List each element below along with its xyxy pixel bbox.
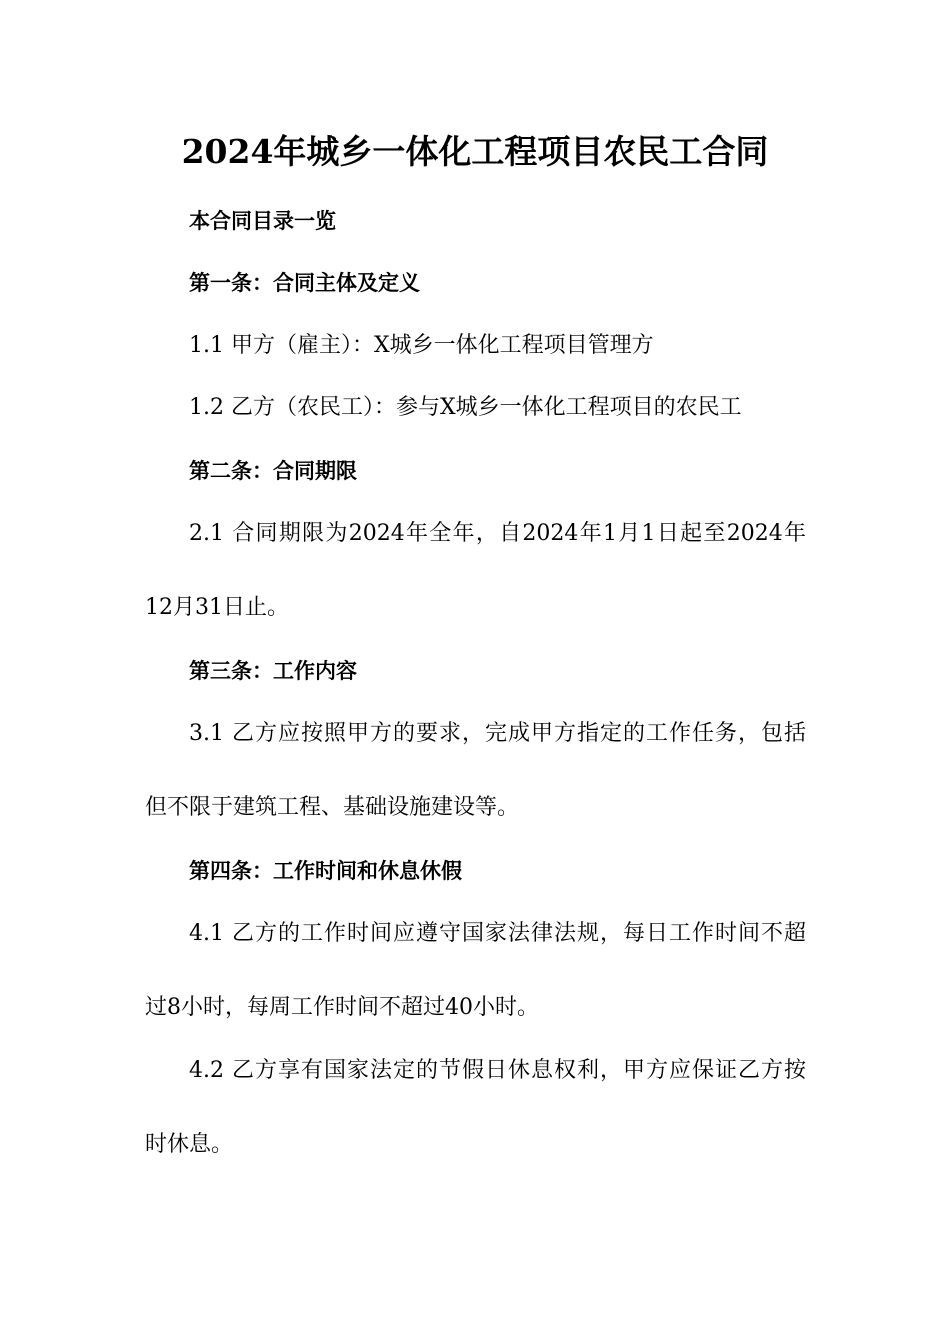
clause-2-1-line1: 2.1 合同期限为2024年全年，自2024年1月1日起至2024年 (189, 521, 806, 546)
document-title: 2024年城乡一体化工程项目农民工合同 (181, 132, 769, 171)
section-heading-2: 第二条：合同期限 (189, 459, 357, 483)
clause-2-1-line2: 12月31日止。 (145, 595, 289, 620)
clause-3-1-line1: 3.1 乙方应按照甲方的要求，完成甲方指定的工作任务，包括 (189, 721, 806, 746)
clause-4-2-line1: 4.2 乙方享有国家法定的节假日休息权利，甲方应保证乙方按 (189, 1058, 806, 1083)
clause-3-1-line2: 但不限于建筑工程、基础设施建设等。 (145, 795, 520, 820)
section-heading-1: 第一条：合同主体及定义 (189, 271, 420, 295)
clause-4-2-line2: 时休息。 (145, 1132, 234, 1157)
section-heading-3: 第三条：工作内容 (189, 659, 357, 683)
clause-1-2: 1.2 乙方（农民工）：参与X城乡一体化工程项目的农民工 (189, 395, 742, 420)
clause-1-1: 1.1 甲方（雇主）：X城乡一体化工程项目管理方 (189, 333, 654, 358)
section-heading-4: 第四条：工作时间和休息休假 (189, 859, 462, 883)
clause-4-1-line1: 4.1 乙方的工作时间应遵守国家法律法规，每日工作时间不超 (189, 921, 806, 946)
clause-4-1-line2: 过8小时，每周工作时间不超过40小时。 (145, 995, 539, 1020)
toc-heading: 本合同目录一览 (189, 209, 336, 233)
